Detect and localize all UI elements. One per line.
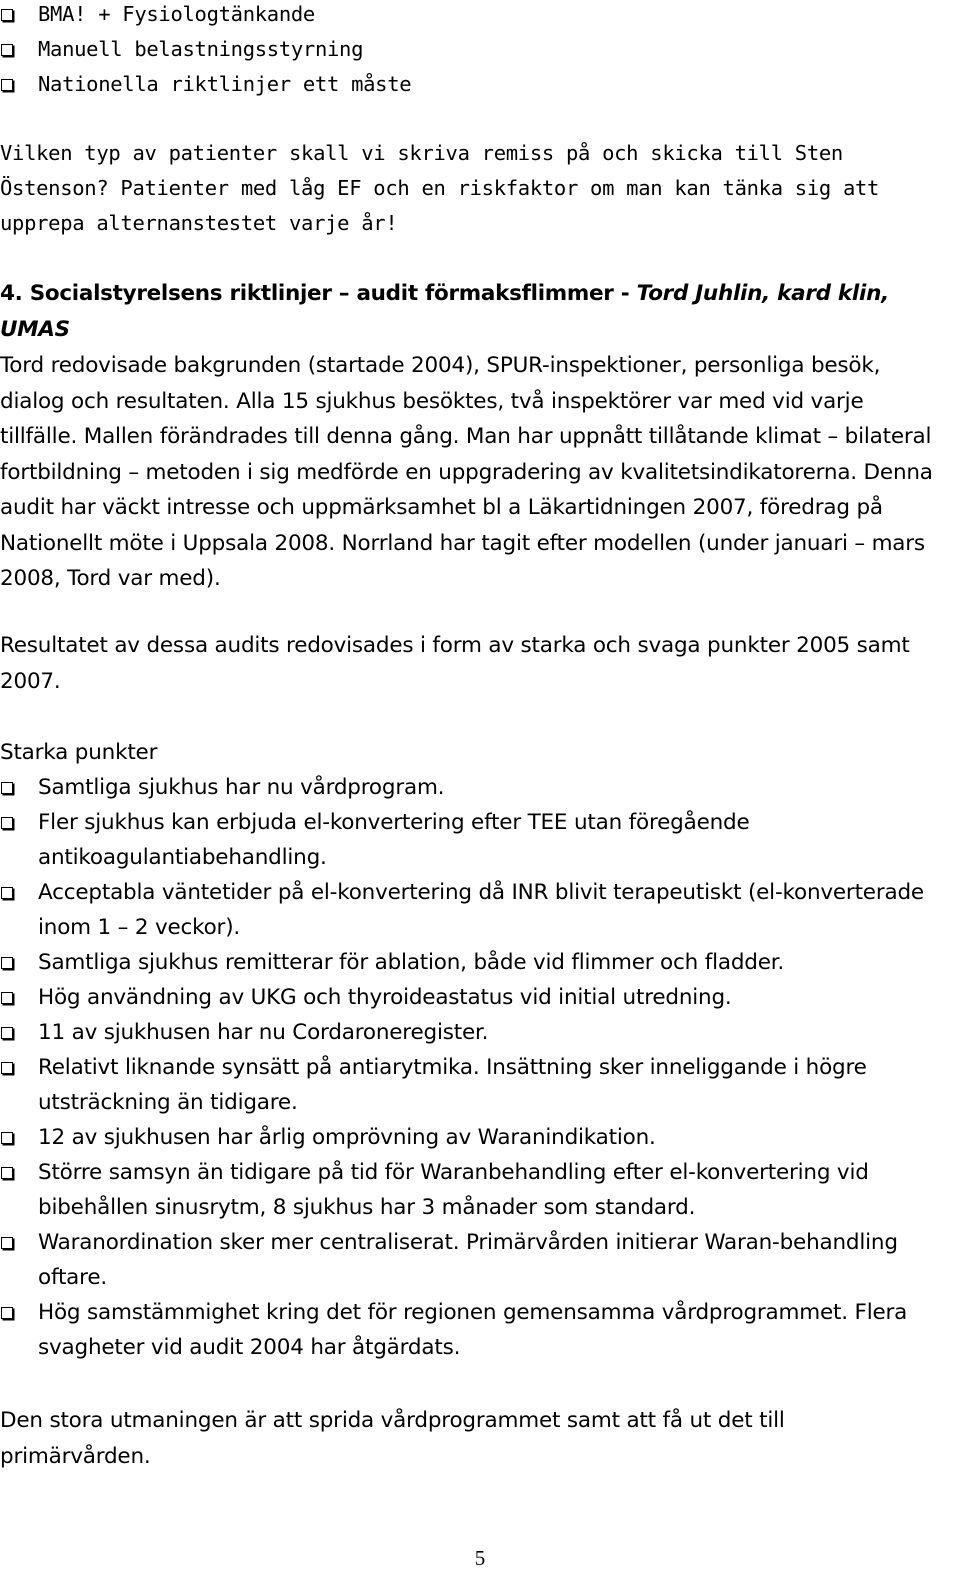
checkbox-bullet-icon — [1, 1027, 13, 1039]
list-item — [0, 805, 935, 875]
list-item-text: Nationella riktlinjer ett måste — [38, 72, 412, 96]
list-item — [0, 1155, 935, 1225]
challenge-paragraph: Den stora utmaningen är att sprida vårdprogrammet samt att få ut det till primärvården. — [0, 1408, 785, 1469]
list-item-text: Större samsyn än tidigare på tid för Waranbehandling efter el-konvertering vid bibehållen sinusrytm, 8 sjukhus har 3 månader som standard. — [38, 1160, 869, 1220]
list-item — [0, 1295, 935, 1365]
list-item-text: Samtliga sjukhus har nu vårdprogram. — [38, 775, 445, 800]
section-heading-title: 4. Socialstyrelsens riktlinjer – audit förmaksflimmer - — [0, 281, 637, 306]
checkbox-bullet-icon — [1, 817, 13, 829]
strong-points-list — [0, 770, 935, 1365]
list-item-text: Hög samstämmighet kring det för regionen gemensamma vårdprogrammet. Flera svagheter vid audit 2004 har åtgärdats. — [38, 1300, 908, 1360]
list-item — [0, 980, 935, 1015]
question-paragraph: Vilken typ av patienter skall vi skriva remiss på och skicka till Sten Östenson? Patienter med låg EF och en riskfaktor om man kan tänka sig att upprepa alternanstestet varje år! — [0, 141, 880, 235]
list-item — [0, 32, 940, 67]
list-item — [0, 1015, 935, 1050]
list-item-text: 12 av sjukhusen har årlig omprövning av Waranindikation. — [38, 1125, 656, 1150]
intro-bullet-list — [0, 0, 940, 102]
list-item-text: 11 av sjukhusen har nu Cordaroneregister. — [38, 1020, 489, 1045]
list-item — [0, 1120, 935, 1155]
list-item-text: Manuell belastningsstyrning — [38, 37, 364, 61]
checkbox-bullet-icon — [1, 992, 13, 1004]
checkbox-bullet-icon — [1, 9, 13, 21]
section-heading-author: Tord Juhlin, kard klin, UMAS — [0, 281, 889, 342]
list-item — [0, 1050, 935, 1120]
list-item-text: Fler sjukhus kan erbjuda el-konvertering efter TEE utan föregående antikoagulantiabehandling. — [38, 810, 750, 870]
checkbox-bullet-icon — [1, 1307, 13, 1319]
checkbox-bullet-icon — [1, 44, 13, 56]
list-item-text: Hög användning av UKG och thyroideastatus vid initial utredning. — [38, 985, 732, 1010]
list-item-text: Acceptabla väntetider på el-konvertering då INR blivit terapeutiskt (el-konverterade inom 1 – 2 veckor). — [38, 880, 924, 940]
list-item — [0, 0, 940, 32]
checkbox-bullet-icon — [1, 79, 13, 91]
section-body-paragraph: Tord redovisade bakgrunden (startade 2004), SPUR-inspektioner, personliga besök, dialog och resultaten. Alla 15 sjukhus besöktes, två inspektörer var med vid varje tillfälle. Mallen förändrades till denna gång. Man har uppnått tillåtande klimat – bilateral fortbildning – metoden i sig medförde en uppgradering av kvalitetsindikatorerna. Denna audit har väckt intresse och uppmärksamhet bl a Läkartidningen 2007, föredrag på Nationellt möte i Uppsala 2008. Norrland har tagit efter modellen (under januari – mars 2008, Tord var med). — [0, 353, 933, 591]
list-item — [0, 770, 935, 805]
checkbox-bullet-icon — [1, 1062, 13, 1074]
checkbox-bullet-icon — [1, 1132, 13, 1144]
checkbox-bullet-icon — [1, 1237, 13, 1249]
checkbox-bullet-icon — [1, 1167, 13, 1179]
list-item-text: Samtliga sjukhus remitterar för ablation, både vid flimmer och fladder. — [38, 950, 785, 975]
checkbox-bullet-icon — [1, 957, 13, 969]
list-item — [0, 1225, 935, 1295]
section-heading — [0, 276, 940, 348]
results-paragraph: Resultatet av dessa audits redovisades i form av starka och svaga punkter 2005 samt 2007. — [0, 633, 910, 694]
list-item-text: BMA! + Fysiologtänkande — [38, 2, 315, 26]
list-item — [0, 67, 940, 102]
checkbox-bullet-icon — [1, 887, 13, 899]
checkbox-bullet-icon — [1, 782, 13, 794]
list-item-text: Waranordination sker mer centraliserat. Primärvården initierar Waran-behandling oftare. — [38, 1230, 898, 1290]
list-item — [0, 875, 935, 945]
list-item-text: Relativt liknande synsätt på antiarytmika. Insättning sker inneliggande i högre utsträckning än tidigare. — [38, 1055, 867, 1115]
list-item — [0, 945, 935, 980]
strong-points-heading: Starka punkter — [0, 740, 158, 765]
page-number: 5 — [474, 1546, 486, 1570]
